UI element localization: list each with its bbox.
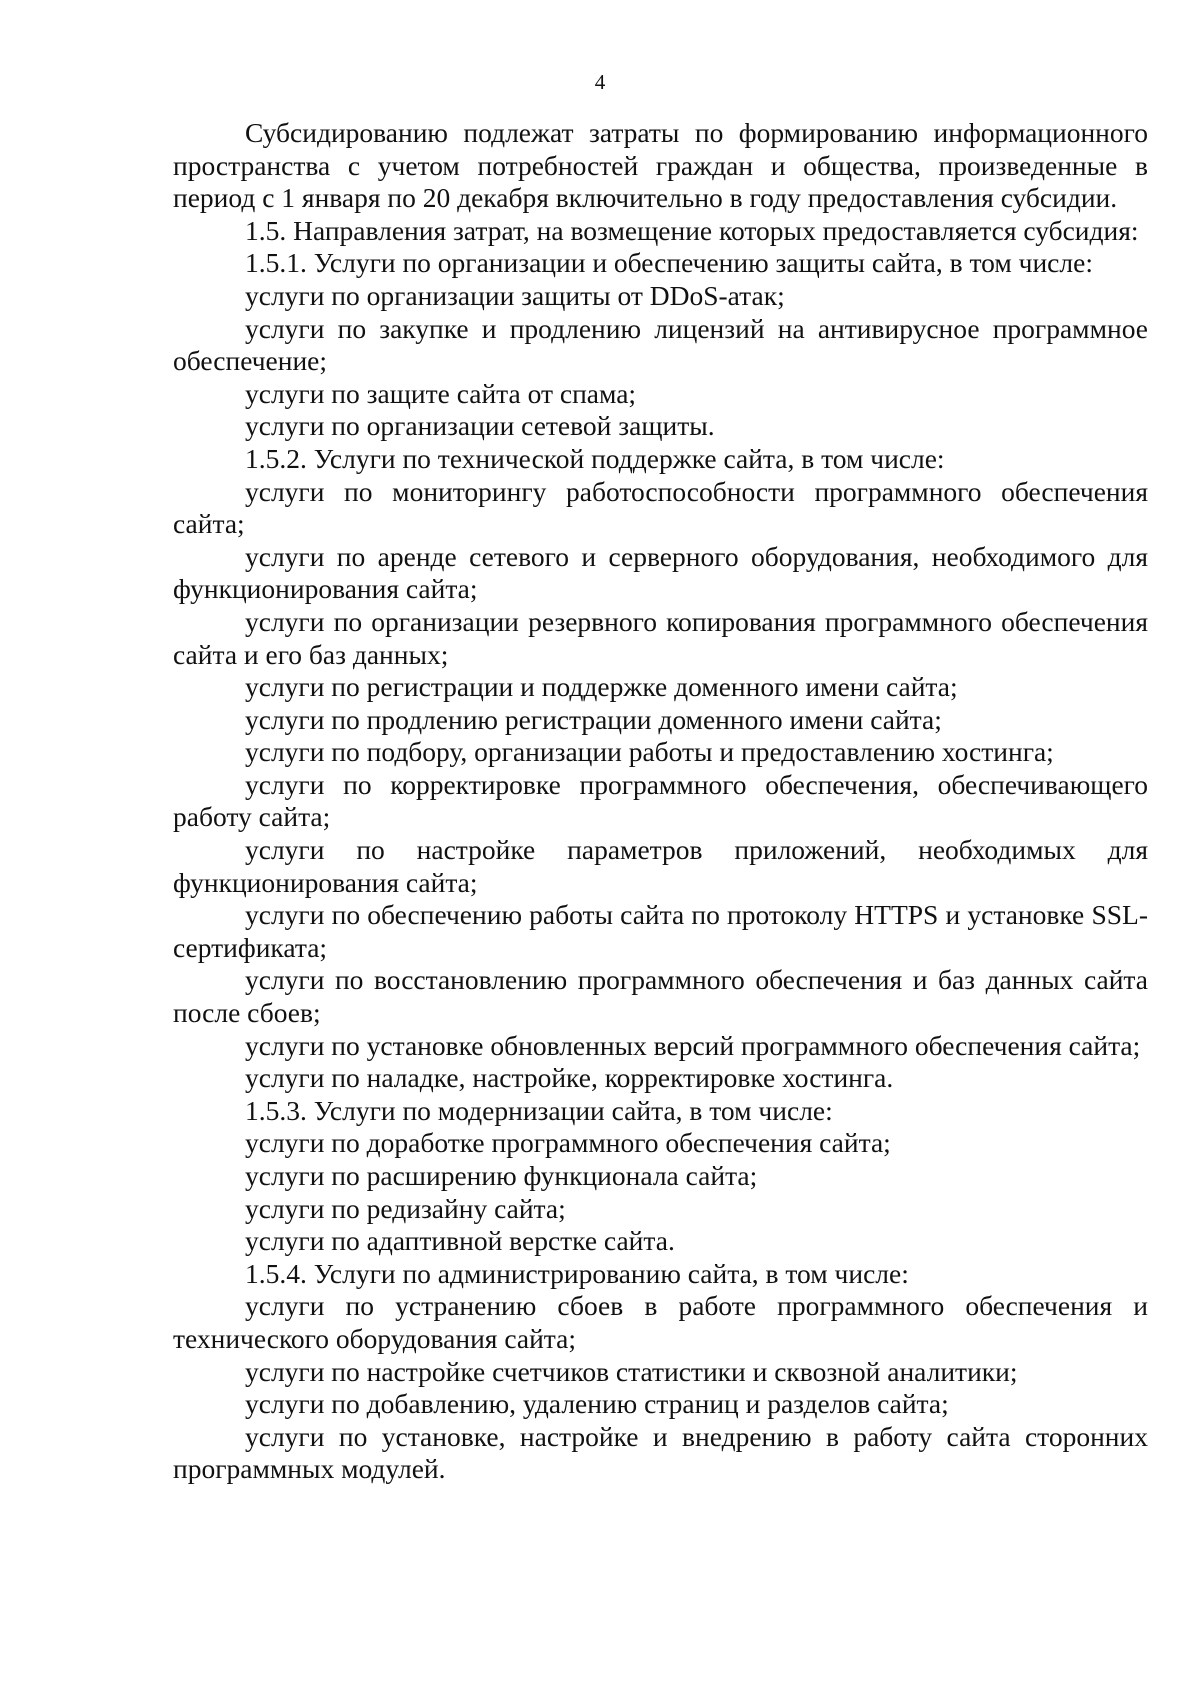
- list-item: услуги по настройке параметров приложений, необходимых для функционирования сайта;: [173, 834, 1148, 898]
- list-item: услуги по восстановлению программного обеспечения и баз данных сайта после сбоев;: [173, 964, 1148, 1029]
- list-item: услуги по установке обновленных версий программного обеспечения сайта;: [245, 1029, 1141, 1061]
- list-item: услуги по устранению сбоев в работе программного обеспечения и технического оборудования сайта;: [173, 1290, 1148, 1354]
- list-item: услуги по расширению функционала сайта;: [245, 1160, 758, 1191]
- document-body: [173, 117, 1148, 1486]
- paragraph-subsidy-costs: Субсидированию подлежат затраты по формированию информационного пространства с учетом потребностей граждан и общества, произведенные в период с 1 января по 20 декабря включительно в году предоставления субсидии.: [173, 117, 1148, 214]
- list-item: услуги по защите сайта от спама;: [245, 377, 637, 409]
- list-item: услуги по адаптивной верстке сайта.: [245, 1225, 675, 1257]
- list-item: услуги по регистрации и поддержке доменного имени сайта;: [245, 671, 958, 703]
- list-item: услуги по настройке счетчиков статистики и сквозной аналитики;: [245, 1355, 1018, 1387]
- list-item: услуги по организации сетевой защиты.: [245, 410, 715, 442]
- list-item: услуги по редизайну сайта;: [245, 1192, 566, 1224]
- list-item: услуги по мониторингу работоспособности программного обеспечения сайта;: [173, 475, 1148, 540]
- paragraph-1-5-4: 1.5.4. Услуги по администрированию сайта, в том числе:: [245, 1257, 909, 1289]
- list-item: услуги по аренде сетевого и серверного оборудования, необходимого для функционирования сайта;: [173, 540, 1148, 605]
- list-item: услуги по подбору, организации работы и предоставлению хостинга;: [245, 736, 1054, 768]
- list-item: услуги по организации защиты от DDoS-атак;: [245, 279, 785, 311]
- list-item: услуги по продлению регистрации доменного имени сайта;: [245, 703, 942, 735]
- paragraph-1-5-1: 1.5.1. Услуги по организации и обеспечению защиты сайта, в том числе:: [245, 247, 1093, 279]
- paragraph-1-5: 1.5. Направления затрат, на возмещение которых предоставляется субсидия:: [245, 214, 1139, 246]
- page-number: 4: [594, 70, 606, 94]
- list-item: услуги по доработке программного обеспечения сайта;: [245, 1127, 891, 1159]
- paragraph-1-5-3: 1.5.3. Услуги по модернизации сайта, в том числе:: [245, 1094, 833, 1126]
- list-item: услуги по наладке, настройке, корректировке хостинга.: [245, 1062, 894, 1094]
- list-item: услуги по обеспечению работы сайта по протоколу HTTPS и установке SSL-сертификата;: [173, 899, 1148, 963]
- paragraph-1-5-2: 1.5.2. Услуги по технической поддержке сайта, в том числе:: [245, 442, 945, 474]
- list-item: услуги по организации резервного копирования программного обеспечения сайта и его баз данных;: [173, 605, 1148, 670]
- list-item: услуги по корректировке программного обеспечения, обеспечивающего работу сайта;: [173, 768, 1148, 833]
- list-item: услуги по установке, настройке и внедрению в работу сайта сторонних программных модулей.: [173, 1420, 1148, 1485]
- list-item: услуги по закупке и продлению лицензий на антивирусное программное обеспечение;: [173, 312, 1148, 377]
- list-item: услуги по добавлению, удалению страниц и разделов сайта;: [245, 1388, 949, 1420]
